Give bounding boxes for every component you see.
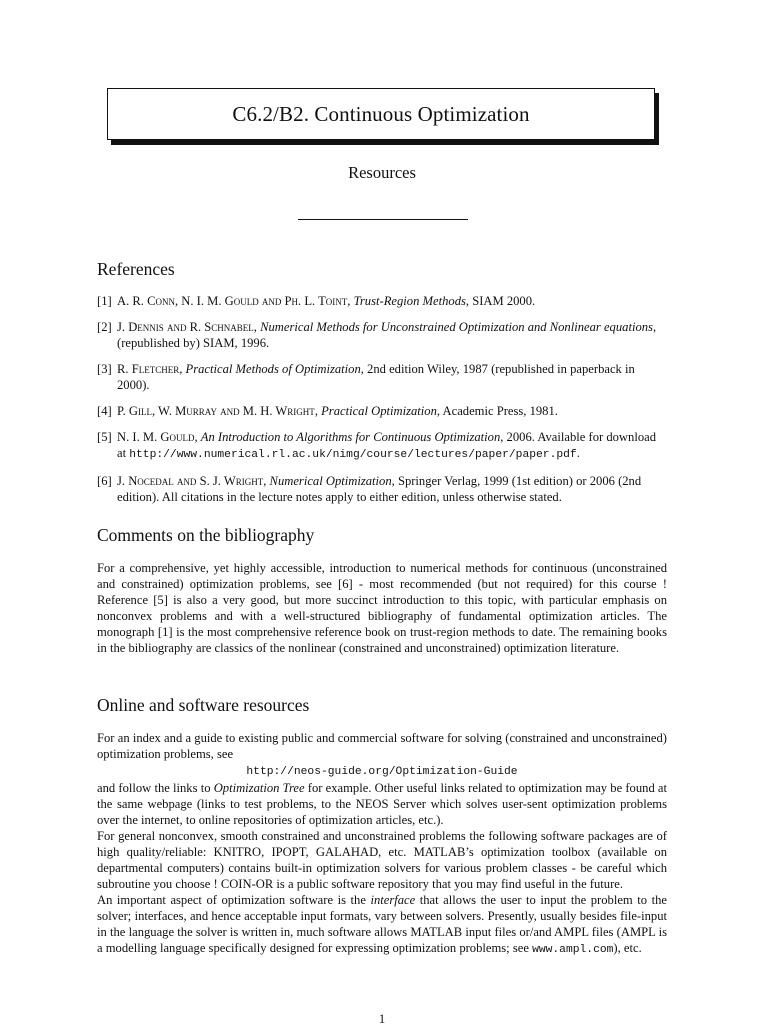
- reference-separator: ,: [314, 404, 322, 418]
- reference-number: [4]: [97, 404, 112, 418]
- interface-text: interface: [370, 893, 416, 907]
- reference-details: , Academic Press, 1981.: [436, 404, 558, 418]
- reference-details: , (republished by) SIAM, 1996.: [117, 320, 657, 350]
- online-p1-text-b: for example. Other useful links related to optimization may be found at the same webpage (links to test problems, to the NEOS Server which solves user-sent optimization problems over the internet, to online repositories of optimization articles, etc.).: [97, 781, 668, 827]
- comments-paragraph: For a comprehensive, yet highly accessible, introduction to numerical methods for continuous (unconstrained and constrained) optimization problems, see [6] - most recommended (but not required) for this course ! Reference [5] is also a very good, but more succinct introduction to this topic, with particular emphasis on nonconvex problems and with a well-structured bibliography of fundamental optimization articles. The monograph [1] is the most comprehensive reference book on trust-region methods to date. The remaining books in the bibliography are classics of the nonlinear (constrained and unconstrained) optimization literature.: [97, 561, 667, 655]
- reference-title: Trust-Region Methods: [353, 294, 466, 308]
- reference-details: , SIAM 2000.: [465, 294, 536, 308]
- online-p3-text-b: that allows the user to input the problem to the solver; interfaces, and hence acceptable input formats, vary between solvers. Presently, usually besides file-input in the language the solver is written in, much software allows MATLAB input files or/and AMPL files (AMPL is a modelling language specifically designed for expressing optimization problems; see: [97, 893, 667, 955]
- reference-separator: ,: [263, 474, 270, 488]
- reference-title: Practical Optimization: [321, 404, 437, 418]
- page-title: C6.2/B2. Continuous Optimization: [232, 101, 530, 126]
- online-paragraph-3: [97, 892, 667, 958]
- online-p1-intro: For an index and a guide to existing public and commercial software for solving (constrained and unconstrained) optimization problems, see: [97, 731, 667, 761]
- reference-item: [97, 361, 667, 393]
- reference-title: Numerical Optimization: [269, 474, 392, 488]
- reference-item: [97, 403, 667, 419]
- reference-authors: P. Gill, W. Murray and M. H. Wright: [117, 404, 315, 418]
- reference-number: [5]: [97, 430, 112, 444]
- reference-number: [2]: [97, 320, 112, 334]
- reference-authors: A. R. Conn, N. I. M. Gould and Ph. L. Toint: [117, 294, 348, 308]
- horizontal-rule: [298, 219, 468, 220]
- ampl-link[interactable]: www.ampl.com: [532, 944, 614, 956]
- references-heading: References: [97, 259, 175, 279]
- online-p1-text-a: and follow the links to: [97, 781, 214, 795]
- comments-heading: Comments on the bibliography: [97, 525, 315, 545]
- reference-title: An Introduction to Algorithms for Continuous Optimization: [200, 430, 501, 444]
- reference-details: , 2006. Available for download at: [117, 430, 657, 460]
- online-paragraph-1: [97, 730, 667, 828]
- reference-title: Numerical Methods for Unconstrained Optimization and Nonlinear equations: [260, 320, 653, 334]
- reference-number: [3]: [97, 362, 112, 376]
- online-p3-text-c: ), etc.: [613, 941, 642, 955]
- reference-separator: ,: [253, 320, 261, 334]
- reference-title: Practical Methods of Optimization: [185, 362, 361, 376]
- reference-number: [1]: [97, 294, 112, 308]
- page-number: 1: [378, 1012, 386, 1026]
- optimization-tree-text: Optimization Tree: [213, 781, 305, 795]
- subtitle: Resources: [348, 163, 416, 182]
- online-p3-text-a: An important aspect of optimization software is the: [97, 893, 371, 907]
- reference-details: , Springer Verlag, 1999 (1st edition) or 2006 (2nd edition). All citations in the lecture notes apply to either edition, unless otherwise stated.: [117, 474, 642, 504]
- online-resources-body: [97, 730, 667, 958]
- title-box: [107, 88, 655, 140]
- reference-details: , 2nd edition Wiley, 1987 (republished in paperback in 2000).: [117, 362, 635, 392]
- reference-list: [97, 293, 667, 515]
- reference-authors: J. Dennis and R. Schnabel: [117, 320, 254, 334]
- online-resources-heading: Online and software resources: [97, 695, 310, 715]
- reference-item: [97, 293, 667, 309]
- reference-number: [6]: [97, 474, 112, 488]
- reference-separator: ,: [194, 430, 201, 444]
- reference-url-link[interactable]: http://www.numerical.rl.ac.uk/nimg/course/lectures/paper/paper.pdf: [129, 449, 577, 461]
- neos-guide-link[interactable]: http://neos-guide.org/Optimization-Guide: [246, 766, 518, 778]
- reference-authors: J. Nocedal and S. J. Wright: [117, 474, 264, 488]
- reference-authors: R. Fletcher: [117, 362, 180, 376]
- reference-item: [97, 473, 667, 505]
- reference-separator: ,: [347, 294, 354, 308]
- online-paragraph-2: For general nonconvex, smooth constrained and unconstrained problems the following software packages are of high quality/reliable: KNITRO, IPOPT, GALAHAD, etc. MATLAB’s optimization toolbox (available on departmental computers) contains built-in optimization solvers for various problem classes - be careful which subroutine you choose ! COIN-OR is a public software repository that you may find useful in the future.: [97, 829, 667, 891]
- reference-item: [97, 429, 667, 463]
- reference-item: [97, 319, 667, 351]
- reference-separator: ,: [179, 362, 186, 376]
- reference-authors: N. I. M. Gould: [117, 430, 195, 444]
- reference-end: .: [576, 446, 580, 460]
